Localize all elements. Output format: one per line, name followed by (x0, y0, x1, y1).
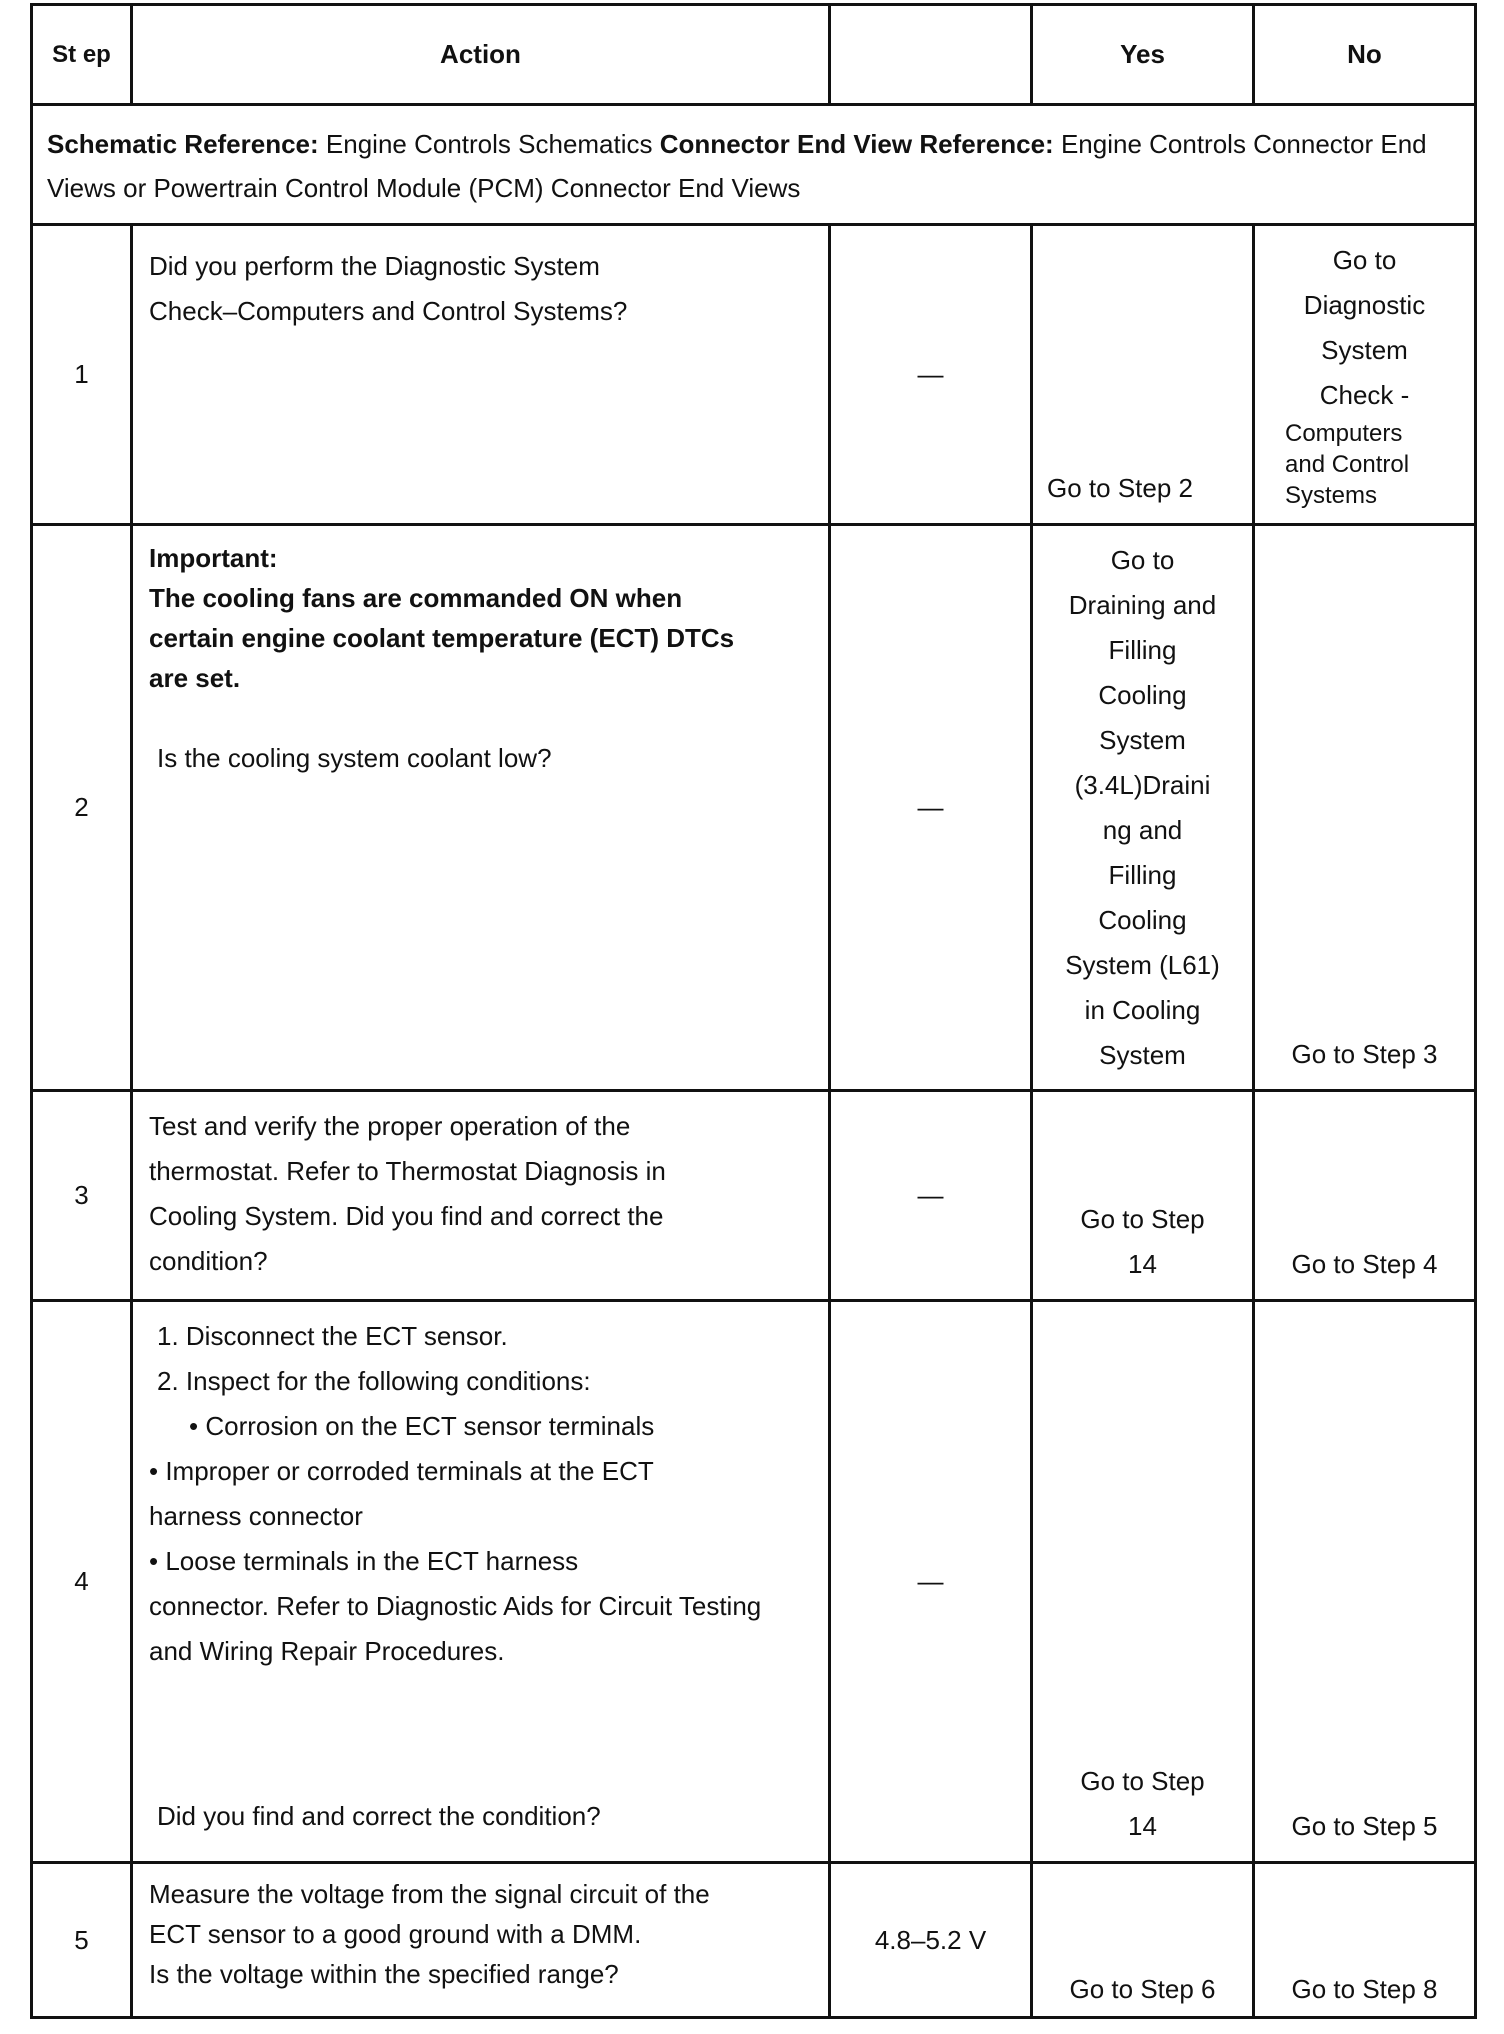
yes-line: System (1099, 1040, 1186, 1070)
no-cell: Go to Step 4 (1254, 1091, 1476, 1301)
value-cell: — (830, 225, 1032, 525)
yes-line: 14 (1128, 1811, 1157, 1841)
step-number: 3 (32, 1091, 132, 1301)
no-cell (1254, 225, 1476, 525)
action-cell (132, 525, 830, 1091)
yes-line: Filling (1108, 635, 1177, 665)
yes-line: System (1099, 725, 1186, 755)
no-line: Diagnostic (1303, 290, 1426, 320)
action-cell (132, 225, 830, 525)
action-line: condition? (149, 1246, 268, 1276)
action-cell (132, 1091, 830, 1301)
table-row (32, 1091, 1476, 1301)
value-cell: — (830, 1091, 1032, 1301)
yes-cell (1032, 1091, 1254, 1301)
action-line: Check–Computers and Control Systems? (149, 296, 628, 326)
header-step: St ep (32, 5, 132, 105)
list-item: harness connector (149, 1501, 363, 1531)
yes-line: Filling (1108, 860, 1177, 890)
yes-line: Cooling (1098, 680, 1187, 710)
yes-cell (1032, 1301, 1254, 1863)
list-item: • Corrosion on the ECT sensor terminals (189, 1411, 655, 1441)
diagnostic-table (30, 3, 1477, 2019)
no-line: Computers (1285, 420, 1403, 447)
list-item: 1. Disconnect the ECT sensor. (157, 1321, 508, 1351)
no-line: Go to (1332, 245, 1397, 275)
action-line: Test and verify the proper operation of the (149, 1111, 631, 1141)
no-cell: Go to Step 8 (1254, 1863, 1476, 2018)
schematic-reference-label: Schematic Reference: (47, 128, 319, 159)
table-row (32, 525, 1476, 1091)
yes-line: in Cooling (1084, 995, 1201, 1025)
header-row (32, 5, 1476, 105)
table-row (32, 1301, 1476, 1863)
yes-line: Go to Step (1080, 1204, 1205, 1234)
yes-line: Cooling (1098, 905, 1187, 935)
important-label: Important: (149, 543, 278, 573)
list-item: • Loose terminals in the ECT harness (149, 1546, 579, 1576)
yes-line: System (L61) (1065, 950, 1220, 980)
schematic-reference-text: Engine Controls Schematics (325, 128, 653, 159)
no-line: System (1321, 335, 1408, 365)
yes-line: Go to (1110, 545, 1175, 575)
action-line: ECT sensor to a good ground with a DMM. (149, 1919, 642, 1949)
header-value (830, 5, 1032, 105)
action-line: Is the voltage within the specified range? (149, 1959, 619, 1989)
action-cell (132, 1301, 830, 1863)
step-number: 2 (32, 525, 132, 1091)
table-row (32, 1863, 1476, 2018)
reference-row (32, 105, 1476, 225)
step-number: 1 (32, 225, 132, 525)
action-line: Cooling System. Did you find and correct the (149, 1201, 664, 1231)
yes-cell: Go to Step 6 (1032, 1863, 1254, 2018)
value-cell: 4.8–5.2 V (830, 1863, 1032, 2018)
yes-cell: Go to Step 2 (1032, 225, 1254, 525)
header-yes: Yes (1032, 5, 1254, 105)
question: Did you find and correct the condition? (157, 1801, 601, 1831)
question: Is the cooling system coolant low? (157, 743, 552, 773)
yes-cell (1032, 525, 1254, 1091)
header-action: Action (132, 5, 830, 105)
no-line: Check - (1319, 380, 1410, 410)
important-line: certain engine coolant temperature (ECT) DTCs (149, 623, 735, 653)
list-item: • Improper or corroded terminals at the ECT (149, 1456, 654, 1486)
important-line: The cooling fans are commanded ON when (149, 583, 683, 613)
step-number: 5 (32, 1863, 132, 2018)
no-line: Systems (1285, 482, 1378, 509)
header-no: No (1254, 5, 1476, 105)
value-cell: — (830, 525, 1032, 1091)
no-cell: Go to Step 3 (1254, 525, 1476, 1091)
list-item: 2. Inspect for the following conditions: (157, 1366, 591, 1396)
yes-line: 14 (1128, 1249, 1157, 1279)
action-line: Measure the voltage from the signal circuit of the (149, 1879, 710, 1909)
connector-reference-text: Engine Controls Connector End Views or Powertrain Control Module (PCM) Connector End Views (47, 128, 1427, 203)
action-line: thermostat. Refer to Thermostat Diagnosis in (149, 1156, 666, 1186)
no-cell: Go to Step 5 (1254, 1301, 1476, 1863)
reference-cell (32, 105, 1476, 225)
step-number: 4 (32, 1301, 132, 1863)
yes-line: Draining and (1068, 590, 1217, 620)
no-line: and Control (1285, 451, 1410, 478)
yes-line: Go to Step (1080, 1766, 1205, 1796)
list-item: and Wiring Repair Procedures. (149, 1636, 505, 1666)
action-cell (132, 1863, 830, 2018)
value-cell: — (830, 1301, 1032, 1863)
action-line: Did you perform the Diagnostic System (149, 251, 600, 281)
important-line: are set. (149, 663, 241, 693)
table-row (32, 225, 1476, 525)
list-item: connector. Refer to Diagnostic Aids for Circuit Testing (149, 1591, 762, 1621)
connector-reference-label: Connector End View Reference: (659, 128, 1054, 159)
yes-line: ng and (1102, 815, 1183, 845)
yes-line: (3.4L)Draini (1074, 770, 1211, 800)
